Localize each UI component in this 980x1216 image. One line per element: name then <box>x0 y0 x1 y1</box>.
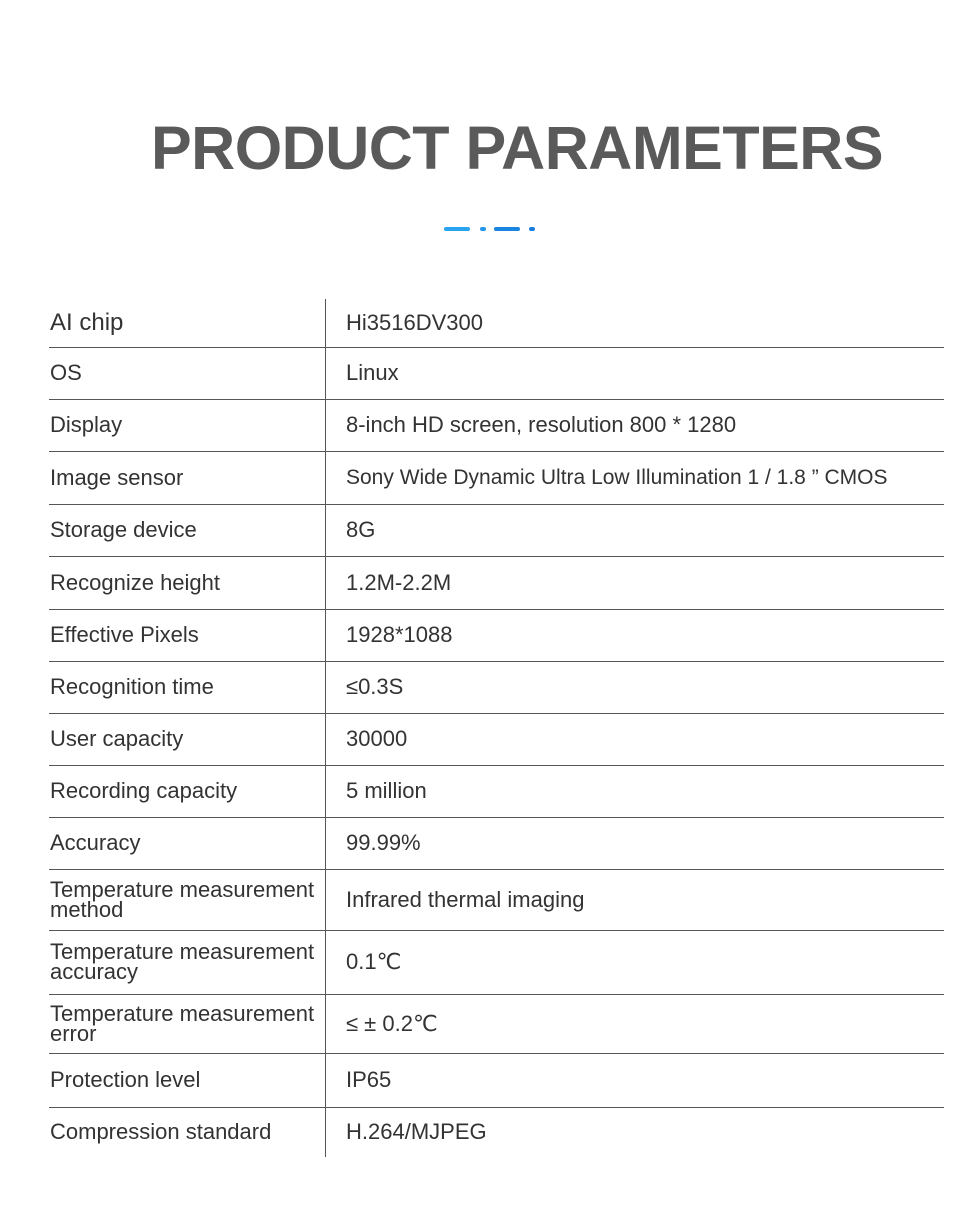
param-label: AI chip <box>49 299 326 347</box>
table-row <box>49 609 944 661</box>
param-value: ≤ ± 0.2℃ <box>326 994 945 1053</box>
param-label: Compression standard <box>50 1119 272 1145</box>
table-row <box>49 930 944 994</box>
param-value: 8G <box>326 504 945 556</box>
param-value: 0.1℃ <box>326 930 945 994</box>
table-row <box>49 556 944 609</box>
param-value: 8-inch HD screen, resolution 800 * 1280 <box>326 399 945 451</box>
table-row <box>49 451 944 504</box>
param-value: Infrared thermal imaging <box>326 869 945 930</box>
param-label: OS <box>49 347 326 399</box>
param-label: Recognize height <box>49 556 326 609</box>
param-value: 99.99% <box>326 817 945 869</box>
param-label: Accuracy <box>49 817 326 869</box>
param-value: H.264/MJPEG <box>326 1107 945 1157</box>
param-value: Sony Wide Dynamic Ultra Low Illumination 1 / 1.8 ” CMOS <box>326 451 945 504</box>
page-title: PRODUCT PARAMETERS <box>150 114 884 182</box>
table-row <box>49 661 944 713</box>
param-label: Temperature measurement method <box>49 869 326 930</box>
divider-dash-long <box>444 227 470 231</box>
param-label: Recognition time <box>49 661 326 713</box>
table-row <box>49 399 944 451</box>
table-row <box>49 869 944 930</box>
parameters-table <box>49 299 944 1157</box>
divider-dash-long <box>494 227 520 231</box>
param-value: 5 million <box>326 765 945 817</box>
table-row <box>49 299 944 347</box>
param-label: Image sensor <box>49 451 326 504</box>
table-row <box>49 817 944 869</box>
param-label: Temperature measurement accuracy <box>49 930 326 994</box>
param-value: ≤0.3S <box>326 661 945 713</box>
param-label: Recording capacity <box>49 765 326 817</box>
divider-dot <box>480 227 486 231</box>
table-row <box>49 1053 944 1107</box>
param-value: Linux <box>326 347 945 399</box>
divider-dot <box>529 227 535 231</box>
param-value: Hi3516DV300 <box>326 299 945 347</box>
param-label: Temperature measurement error <box>49 994 326 1053</box>
param-label: Storage device <box>49 504 326 556</box>
table-row <box>49 504 944 556</box>
table-row <box>49 347 944 399</box>
table-row <box>49 765 944 817</box>
table-row <box>49 994 944 1053</box>
table-row <box>49 713 944 765</box>
param-value: IP65 <box>326 1053 945 1107</box>
param-value: 1928*1088 <box>326 609 945 661</box>
param-label: Display <box>49 399 326 451</box>
param-label: User capacity <box>49 713 326 765</box>
param-value: 1.2M-2.2M <box>326 556 945 609</box>
param-value: 30000 <box>326 713 945 765</box>
param-label: Effective Pixels <box>49 609 326 661</box>
table-row <box>49 1107 944 1157</box>
param-label: Protection level <box>49 1053 326 1107</box>
